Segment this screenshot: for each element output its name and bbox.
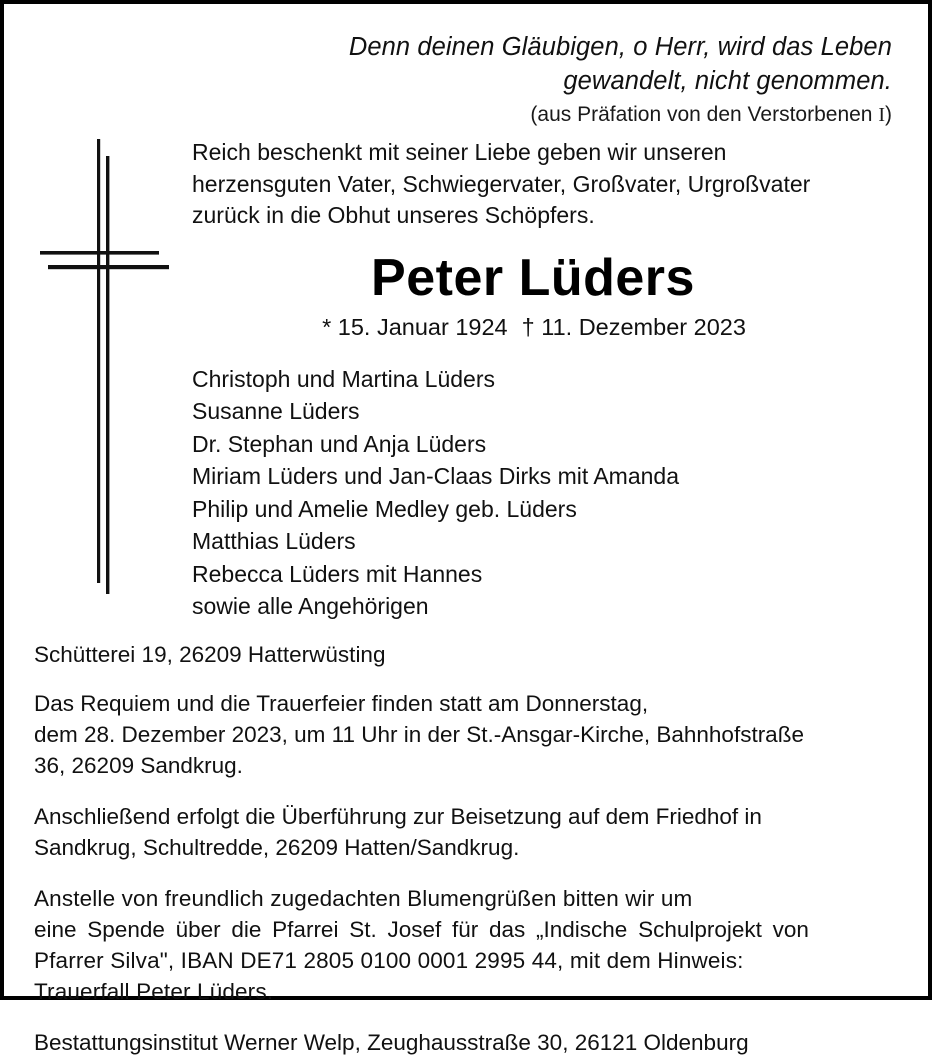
notice-inner xyxy=(4,4,928,1055)
list-item: Matthias Lüders xyxy=(192,528,356,554)
list-item: Christoph und Martina Lüders xyxy=(192,365,495,392)
lower-block xyxy=(4,639,928,1058)
list-item: Miriam Lüders und Jan-Claas Dirks mit Amanda xyxy=(192,463,680,489)
list-item: Philip und Amelie Medley geb. Lüders xyxy=(192,495,577,522)
list-item: sowie alle Angehörigen xyxy=(192,593,429,619)
funeral-home xyxy=(34,1027,900,1058)
service-line-2: dem 28. Dezember 2023, um 11 Uhr in der St.-Ansgar-Kirche, Bahnhofstraße xyxy=(34,721,804,747)
service-line-1: Das Requiem und die Trauerfeier finden statt am Donnerstag, xyxy=(34,690,649,716)
list-item: Rebecca Lüders mit Hannes xyxy=(192,560,483,587)
service-line-3: 36, 26209 Sandkrug. xyxy=(34,752,243,778)
burial-line-2: Sandkrug, Schultredde, 26209 Hatten/Sandkrug. xyxy=(34,834,520,860)
list-item: Susanne Lüders xyxy=(192,398,360,424)
death-date: † 11. Dezember 2023 xyxy=(521,313,746,340)
donation-line-3: Pfarrer Silva", IBAN DE71 2805 0100 0001 2995 44, mit dem Hinweis: xyxy=(34,947,744,973)
birth-date: * 15. Januar 1924 xyxy=(322,313,508,340)
list-item: Dr. Stephan und Anja Lüders xyxy=(192,430,487,457)
intro-line-2: herzensguten Vater, Schwiegervater, Großvater, Urgroßvater xyxy=(192,170,811,197)
epigraph-line-2: gewandelt, nicht genommen. xyxy=(563,67,892,95)
epigraph xyxy=(4,4,928,131)
epigraph-source-suffix: ) xyxy=(885,103,892,126)
survivors-list xyxy=(192,363,898,623)
intro-line-3: zurück in die Obhut unseres Schöpfers. xyxy=(192,202,595,228)
epigraph-source xyxy=(184,99,892,131)
family-address xyxy=(34,639,900,670)
deceased-name: Peter Lüders xyxy=(371,248,695,307)
donation-line-2: eine Spende über die Pfarrei St. Josef für das „Indische Schulprojekt von xyxy=(34,916,809,942)
burial-paragraph xyxy=(34,801,900,863)
epigraph-source-prefix: (aus Präfation von den Verstorbenen xyxy=(530,103,879,126)
intro-line-1: Reich beschenkt mit seiner Liebe geben wir unseren xyxy=(192,139,727,165)
family-address-line: Schütterei 19, 26209 Hatterwüsting xyxy=(34,641,386,667)
epigraph-source-numeral: I xyxy=(878,104,885,126)
intro-paragraph xyxy=(192,137,898,232)
funeral-home-line: Bestattungsinstitut Werner Welp, Zeughausstraße 30, 26121 Oldenburg xyxy=(34,1029,749,1055)
donation-line-4: Trauerfall Peter Lüders. xyxy=(34,978,274,1004)
donation-paragraph xyxy=(34,883,900,1007)
service-paragraph xyxy=(34,688,900,781)
deceased-dates xyxy=(192,314,898,341)
donation-line-1: Anstelle von freundlich zugedachten Blumengrüßen bitten wir um xyxy=(34,885,693,911)
epigraph-line-1: Denn deinen Gläubigen, o Herr, wird das Leben xyxy=(348,33,892,61)
christian-cross-icon xyxy=(34,132,184,602)
burial-line-1: Anschließend erfolgt die Überführung zur Beisetzung auf dem Friedhof in xyxy=(34,803,762,829)
